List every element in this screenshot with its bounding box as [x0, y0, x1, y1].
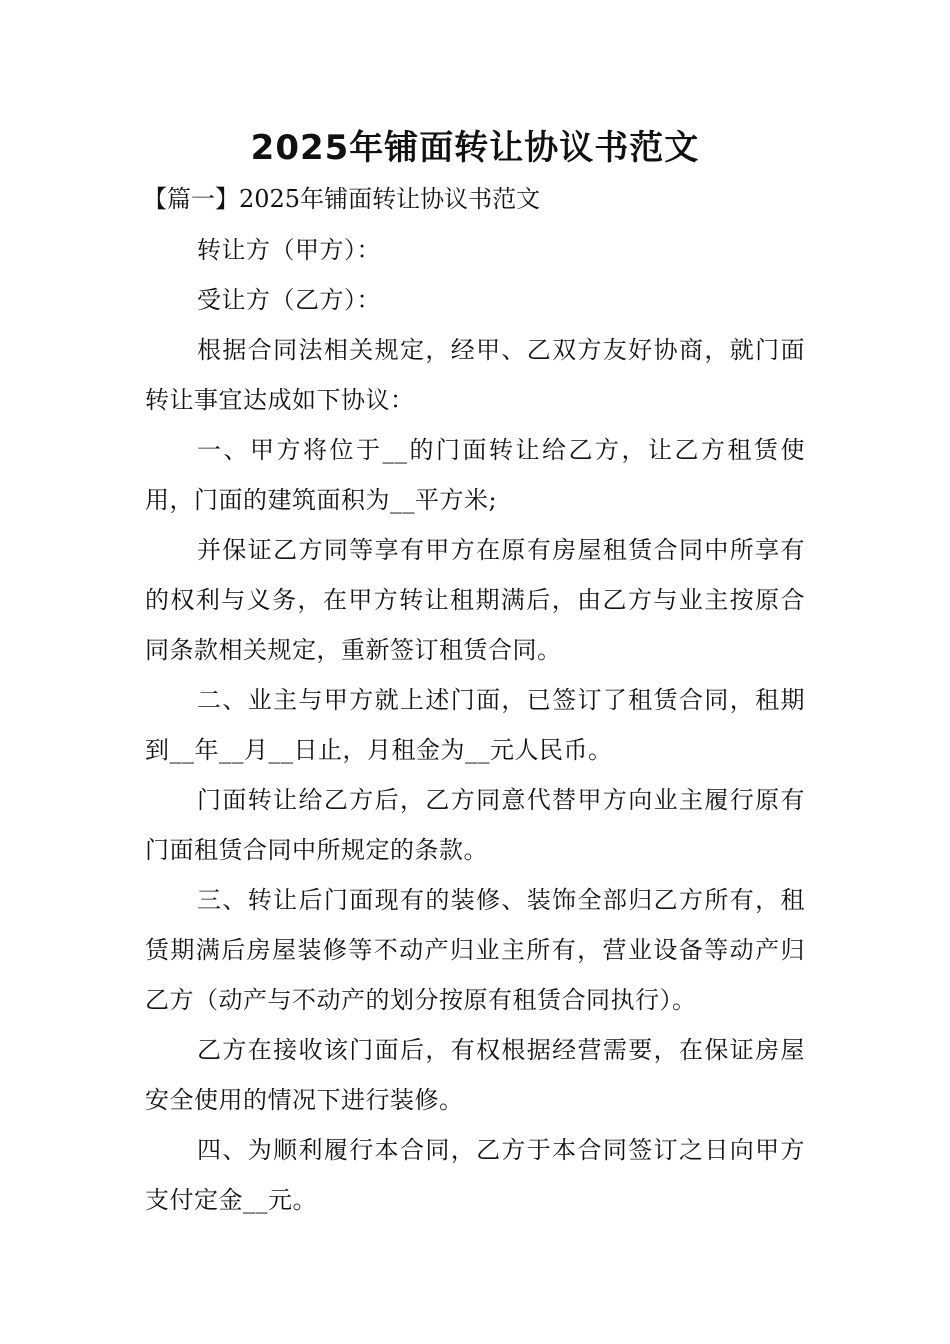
paragraph-clause-4: 四、为顺利履行本合同，乙方于本合同签订之日向甲方支付定金__元。: [145, 1136, 805, 1214]
paragraph-transferee: 受让方（乙方）：: [197, 286, 381, 314]
paragraph-clause-1-guarantee: 并保证乙方同等享有甲方在原有房屋租赁合同中所享有的权利与义务，在甲方转让租期满后，由乙方与业主按原合同条款相关规定，重新签订租赁合同。: [145, 536, 805, 664]
paragraph-clause-2: 二、业主与甲方就上述门面，已签订了租赁合同，租期到__年__月__日止，月租金为__元人民币。: [145, 686, 805, 764]
paragraph-clause-2-obligation: 门面转让给乙方后，乙方同意代替甲方向业主履行原有门面租赁合同中所规定的条款。: [145, 786, 805, 864]
paragraph-clause-1: 一、甲方将位于__的门面转让给乙方，让乙方租赁使用，门面的建筑面积为__平方米;: [145, 436, 805, 514]
section-heading: 【篇一】2025年铺面转让协议书范文: [143, 185, 541, 213]
document-body: [145, 225, 805, 1225]
paragraph-preamble: 根据合同法相关规定，经甲、乙双方友好协商，就门面转让事宜达成如下协议：: [145, 336, 805, 414]
paragraph-clause-3-renovation: 乙方在接收该门面后，有权根据经营需要，在保证房屋安全使用的情况下进行装修。: [145, 1036, 805, 1114]
document-title: 2025年铺面转让协议书范文: [250, 128, 700, 168]
paragraph-transferor: 转让方（甲方）：: [197, 236, 381, 264]
paragraph-clause-3: 三、转让后门面现有的装修、装饰全部归乙方所有，租赁期满后房屋装修等不动产归业主所有，营业设备等动产归乙方（动产与不动产的划分按原有租赁合同执行）。: [145, 886, 805, 1014]
